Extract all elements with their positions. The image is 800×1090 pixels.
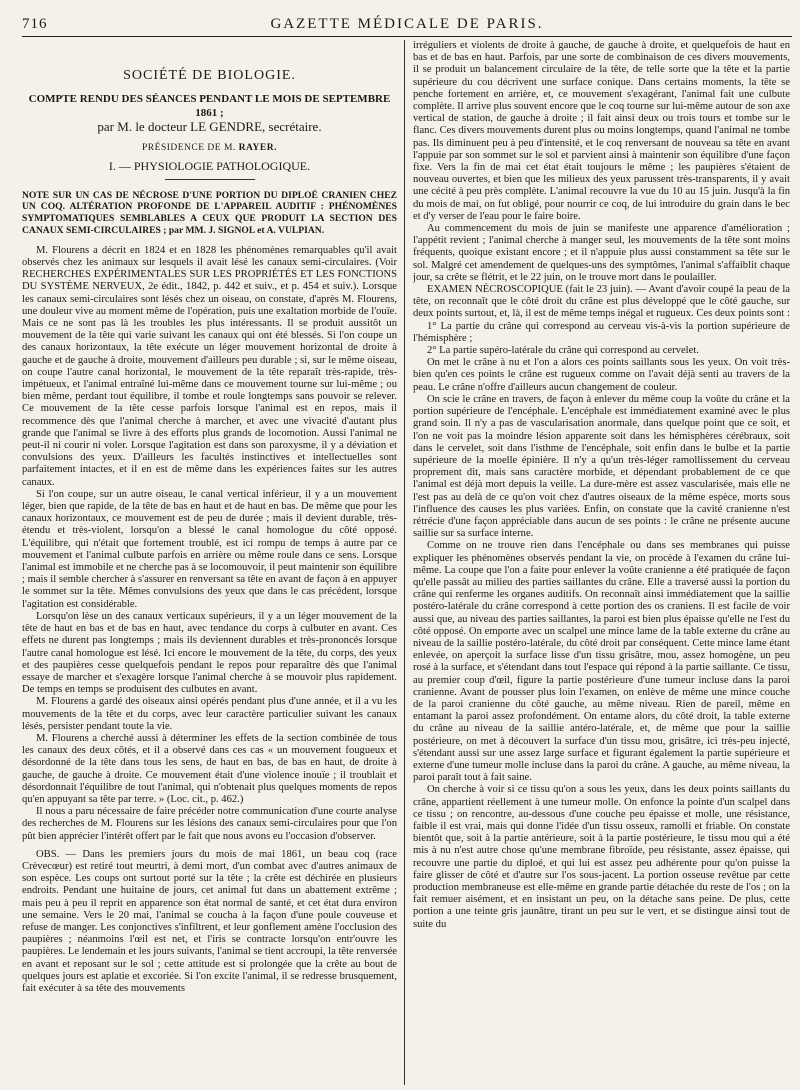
paragraph: On met le crâne à nu et l'on a alors ces points saillants sous les yeux. On voit très-bien qu'en ces points le crâne est rugueux comme on l'avait déjà senti au travers de la peau. Le crâne n'offre d'ailleurs aucun changement de couleur. [413,357,790,393]
paragraph: irréguliers et violents de droite à gauche, de gauche à droite, et quelquefois de haut en bas et de bas en haut. Parfois, par une sorte de combinaison de ces divers mouvements, il se produit un balancement circulaire de la tête, de telle sorte que la tête et la partie supérieure du cou décrivent une surface conique. Dans certains moments, la tête se penche fortement en arrière, et, ce mouvement s'exagérant, l'animal fait une culbute complète. Il arrive plus souvent encore que le coq tourne sur lui-même autour de son axe vertical de station, de gauche à droite ; il fait ainsi deux ou trois tours et tombe sur le flanc. Ces divers mouvements durent plus ou moins longtemps, quand l'animal ne tombe pas. Ils diminuent peu à peu d'intensité, et le coq renversant de nouveau sa tête en avant l'appuie par son sommet sur le sol et parvient ainsi à maintenir son équilibre d'une façon fixe. Vers la fin de mai cet état était toujours le même ; les paupières s'étaient de nouveau ouvertes, et bien que les milieux des yeux parussent très-transparents, il y avait une cécité à peu près complète. L'animal recouvre la vue du 10 au 15 juin. Jusqu'à la fin du mois de mai, on fut obligé, pour nourrir ce coq, de lui introduire du grain dans le bec et d'y verser de l'eau pour le faire boire. [413,40,790,222]
journal-title: GAZETTE MÉDICALE DE PARIS. [270,16,544,32]
paragraph: 1° La partie du crâne qui correspond au cerveau vis-à-vis la portion supérieure de l'hémisphère ; [413,320,790,344]
paragraph: M. Flourens a cherché aussi à déterminer les effets de la section combinée de tous les canaux des deux côtés, et il a observé dans ces cas « un mouvement fougueux et désordonné de la tête dans tous les sens, de haut en bas, de bas en haut, de droite à gauche, de gauche à droite. Ce mouvement était d'une violence inouïe ; il troublait et désordonnait l'équilibre de tout l'animal, qui n'obtenait plus quelques moments de repos qu'en appuyant sa tête par terre. » (Loc. cit., p. 462.) [22,732,397,805]
society-title: SOCIÉTÉ DE BIOLOGIE. [123,68,296,83]
paragraph: M. Flourens a gardé des oiseaux ainsi opérés pendant plus d'une année, et il a vu les mouvements de la tête et du corps, avec leur caractère particulier suivant les canaux lésés, persister pendant toute la vie. [22,696,397,732]
paragraph: On scie le crâne en travers, de façon à enlever du même coup la voûte du crâne et la portion supérieure de l'encéphale. L'encéphale est immédiatement examiné avec le plus grand soin. Il n'y a pas de vascularisation anormale, dans quelque point que ce soit, et l'on ne voit pas la moindre lésion apparente soit dans les hémisphères cérébraux, soit dans le cervelet, soit dans l'isthme de l'encéphale, soit enfin dans le bulbe et la partie supérieure de la moelle épinière. Il n'y a qu'un très-léger ramollissement du cerveau proprement dit, mais sans caractère morbide, et dépendant probablement de ce que l'animal est déjà mort depuis la veille. La dure-mère est assez vascularisée, mais elle ne l'est pas au delà de ce qu'on voit chez d'autres oiseaux de la même espèce, morts sous l'influence des causes les plus variées. Enfin, on constate que la cavité cranienne n'est rétrécie d'une façon appréciable dans aucun de ses points : le crâne ne présente aucune saillie sur sa surface interne. [413,393,790,540]
presidence-name: RAYER. [238,143,277,154]
note-title: NOTE SUR UN CAS DE NÉCROSE D'UNE PORTION DU DIPLOÉ CRANIEN CHEZ UN COQ. ALTÉRATION PROFONDE DE L'APPAREIL AUDITIF : PHÉNOMÈNES SYMPTOMATIQUES SEMBLABLES A CEUX QUE PRODUIT LA SECTION DES CANAUX SEMI-CIRCULAIRES ; par MM. J. SIGNOL et A. VULPIAN. [22,189,397,236]
column-divider [404,40,405,1085]
section-heading: I. — PHYSIOLOGIE PATHOLOGIQUE. [108,159,311,174]
right-column [413,40,790,1080]
subtitle-line-1: COMPTE RENDU DES SÉANCES PENDANT LE MOIS DE SEPTEMBRE 1861 ; [28,93,391,120]
page-number: 716 [22,16,48,32]
presidence-label: PRÉSIDENCE DE M. [142,143,236,154]
subtitle-line-2: par M. le docteur LE GENDRE, secrétaire. [97,119,322,135]
paragraph: OBS. — Dans les premiers jours du mois de mai 1861, un beau coq (race Crèvecœur) est retiré tout meurtri, à demi mort, d'un combat avec d'autres animaux de son espèce. Les coups ont surtout porté sur la tête ; la crête est déchirée en plusieurs endroits. Pendant une huitaine de jours, cet animal fut dans un abattement extrême ; mais peu à peu il reprit en apparence son état normal de santé, et cet état dura environ une semaine. Vers le 20 mai, l'animal se coucha à la façon d'une poule couveuse et refuse de manger. Les conjonctives s'infiltrent, et leur gonflement amène l'occlusion des paupières ; néanmoins l'œil est net, et l'iris se contracte lorsqu'on entr'ouvre les paupières. Le lendemain et les jours suivants, l'animal se tient accroupi, la tête renversée en avant et reposant sur le sol ; cette attitude est si prolongée que la crête au bout de quelques jours est aplatie et excoriée. Si l'on excite l'animal, il se redresse brusquement, fait exécuter à sa tête des mouvements [22,848,397,994]
report-subtitle [22,92,397,134]
paragraph: Comme on ne trouve rien dans l'encéphale ou dans ses membranes qui puisse expliquer les phénomènes observés pendant la vie, on procède à l'examen du crâne lui-même. La coupe que l'on a faite pour enlever la voûte cranienne a été pratiquée de façon qu'elle passât au milieu des parties saillantes du crâne. Elle a traversé aussi la portion du crâne qui renferme les organes auditifs. On reconnaît ainsi immédiatement que la saillie postéro-latérale du crâne correspond à cette portion des os craniens. Il est facile de voir aussi que, au niveau des parties saillantes, la paroi est bien plus épaisse qu'elle ne l'est du côté opposé. On emporte avec un scalpel une mince lame de la table externe du crâne au niveau de la saillie postéro-latérale, du côté droit par conséquent. Cette mince lame étant enlevée, on aperçoit la surface lisse d'un tissu grisâtre, mou, assez homogène, un peu rosé à la surface, et s'étendant dans tout l'espace qui répond à la partie saillante. Ce tissu, au premier coup d'œil, figure la partie postérieure d'une tumeur incluse dans la paroi cranienne. Avant de pousser plus loin l'examen, on enlève de même une mince couche de la paroi cranienne du côté gauche, au même niveau. Rien de pareil, même en entamant la paroi assez profondément. On entame alors, du côté droit, la table externe du crâne au niveau de la saillie antéro-latérale, et, de même que pour la saillie postérieure, on met à découvert la surface d'un tissu mou, grisâtre, ici très-peu injecté, s'étendant aussi sur une assez large surface et figurant également la partie supérieure et externe d'une tumeur molle incluse dans la paroi du crâne. A gauche, au même niveau, la paroi paraît tout à fait saine. [413,540,790,784]
paragraph: Il nous a paru nécessaire de faire précéder notre communication d'une courte analyse des recherches de M. Flourens sur les lésions des canaux semi-circulaires pour que l'on pût bien apprécier l'intérêt offert par le fait que nous avons eu l'occasion d'observer. [22,806,397,842]
section-rule [165,179,255,180]
paragraph: M. Flourens a décrit en 1824 et en 1828 les phénomènes remarquables qu'il avait observés chez les animaux sur lesquels il avait lésé les canaux semi-circulaires. (Voir RECHERCHES EXPÉRIMENTALES SUR LES PROPRIÉTÉS ET LES FONCTIONS DU SYSTÈME NERVEUX, 2e édit., 1842, p. 442 et suiv., et p. 454 et suiv.). Lorsque les canaux semi-circulaires sont lésés chez un oiseau, on constate, d'après M. Flourens, une douleur vive au moment même de l'opération, puis une exaltation morbide de l'ouïe. Mais ce ne sont pas là les troubles les plus intéressants. Il se produit aussitôt un mouvement de la tête qui varie suivant les canaux qui ont été blessés. Si l'on coupe un des canaux horizontaux, la tête exécute un léger mouvement horizontal de droite à gauche et de gauche à droite, mouvement d'ailleurs peu durable ; si, sur le même oiseau, on coupe l'autre canal horizontal, le mouvement de la tête reparaît très-rapide, très-impétueux, et l'animal entraîné lui-même dans ce mouvement tourne sur lui-même ; ou bien même, perdant tout équilibre, il tombe et roule longtemps sans pouvoir se relever. Ce mouvement de la tête cesse parfois lorsque l'animal est en repos, mais il recommence dès que l'animal cherche à marcher, et avec une vivacité d'autant plus grande que l'animal se livre à des efforts plus grands de locomotion. Aussi l'animal ne peut-il ni courir ni voler. Lorsque l'agitation est dans son paroxysme, il y a déviation et convulsions des yeux. D'ailleurs les facultés instinctives et intellectuelles sont parfaitement intactes, et il en est de même dans les expériences faites sur les autres canaux. [22,244,397,488]
page-header [22,14,792,37]
paragraph: EXAMEN NÉCROSCOPIQUE (fait le 23 juin). — Avant d'avoir coupé la peau de la tête, on reconnaît que le côté droit du crâne est plus développé que le côté gauche, sur deux points surtout, et, là, il est de même temps inégal et rugueux. Ces deux points sont : [413,284,790,320]
paragraph: 2° La partie supéro-latérale du crâne qui correspond au cervelet. [427,345,699,357]
presidence [22,142,397,154]
left-column [22,44,397,1084]
paragraph: Lorsqu'on lèse un des canaux verticaux supérieurs, il y a un léger mouvement de la tête de haut en bas et de bas en haut, avec tendance du corps à culbuter en avant. Ces effets ne durent pas longtemps ; mais ils deviennent durables et très-prononcés lorsque l'autre canal homologue est lésé. Ici encore le mouvement de la tête, du corps, des yeux et des paupières cesse quelquefois pendant le repos pour reparaître dès que l'animal essaye de marcher et s'exagère lorsque l'animal cherche à se mouvoir plus rapidement. De temps en temps se produisent des culbutes en avant. [22,610,397,696]
paragraph: Si l'on coupe, sur un autre oiseau, le canal vertical inférieur, il y a un mouvement léger, bien que rapide, de la tête de bas en haut et de haut en bas. De même que pour les canaux horizontaux, ce mouvement est de peu de durée ; mais il devient durable, très-étendu et très-violent, lorsqu'on a blessé le canal homologue du côté opposé. L'équilibre, qui n'était que fortement troublé, est ici rompu de temps à autre par ce mouvement et l'animal culbute parfois en arrière ou même roule dans ce sens. Lorsque l'animal est immobile et ne cherche pas à se locomouvoir, il peut maintenir son équilibre ; mais il semble chercher à s'assurer en renversant sa tête en avant de façon à en appuyer le sommet sur la tête. Mêmes convulsions des yeux que dans le cas précédent, lorsque l'agitation est considérable. [22,488,397,610]
paragraph: Au commencement du mois de juin se manifeste une apparence d'amélioration ; l'appétit revient ; l'animal cherche à manger seul, les mouvements de la tête sont moins fréquents, quoique existant encore ; et il n'appuie plus aussi constamment sa tête sur le sol. Malgré cet amendement de quelques-uns des symptômes, l'animal s'affaiblit chaque jour, sa crête se flétrit, et le 22 juin, on le trouve mort dans le poulailler. [413,223,790,283]
paragraph: On cherche à voir si ce tissu qu'on a sous les yeux, dans les deux points saillants du crâne, appartient réellement à une tumeur molle. On enfonce la pointe d'un scalpel dans ce tissu ; on rencontre, au-dessous d'une couche peu épaisse et molle, une résistance, faible il est vrai, mais qui donne l'idée d'un tissu osseux, ramolli et friable. On constate bientôt que, soit à la partie antérieure, soit à la partie postérieure, le tissu mou qui a été mis à nu n'est autre chose qu'une membrane fibroïde, peu résistante, assez épaisse, qui recouvre une partie du diploé, et qui lui est assez peu adhérente pour qu'on puisse la faire glisser de côté et d'autre sur l'os sous-jacent. La portion osseuse revêtue par cette production membraneuse est elle-même en grande partie détachée du reste de l'os ; on la fait remuer aisément, et en insistant un peu, on la détache sans peine. De plus, cette portion a une teinte gris jaunâtre, tirant un peu sur le vert, et se distingue ainsi tout de suite du [413,784,790,930]
